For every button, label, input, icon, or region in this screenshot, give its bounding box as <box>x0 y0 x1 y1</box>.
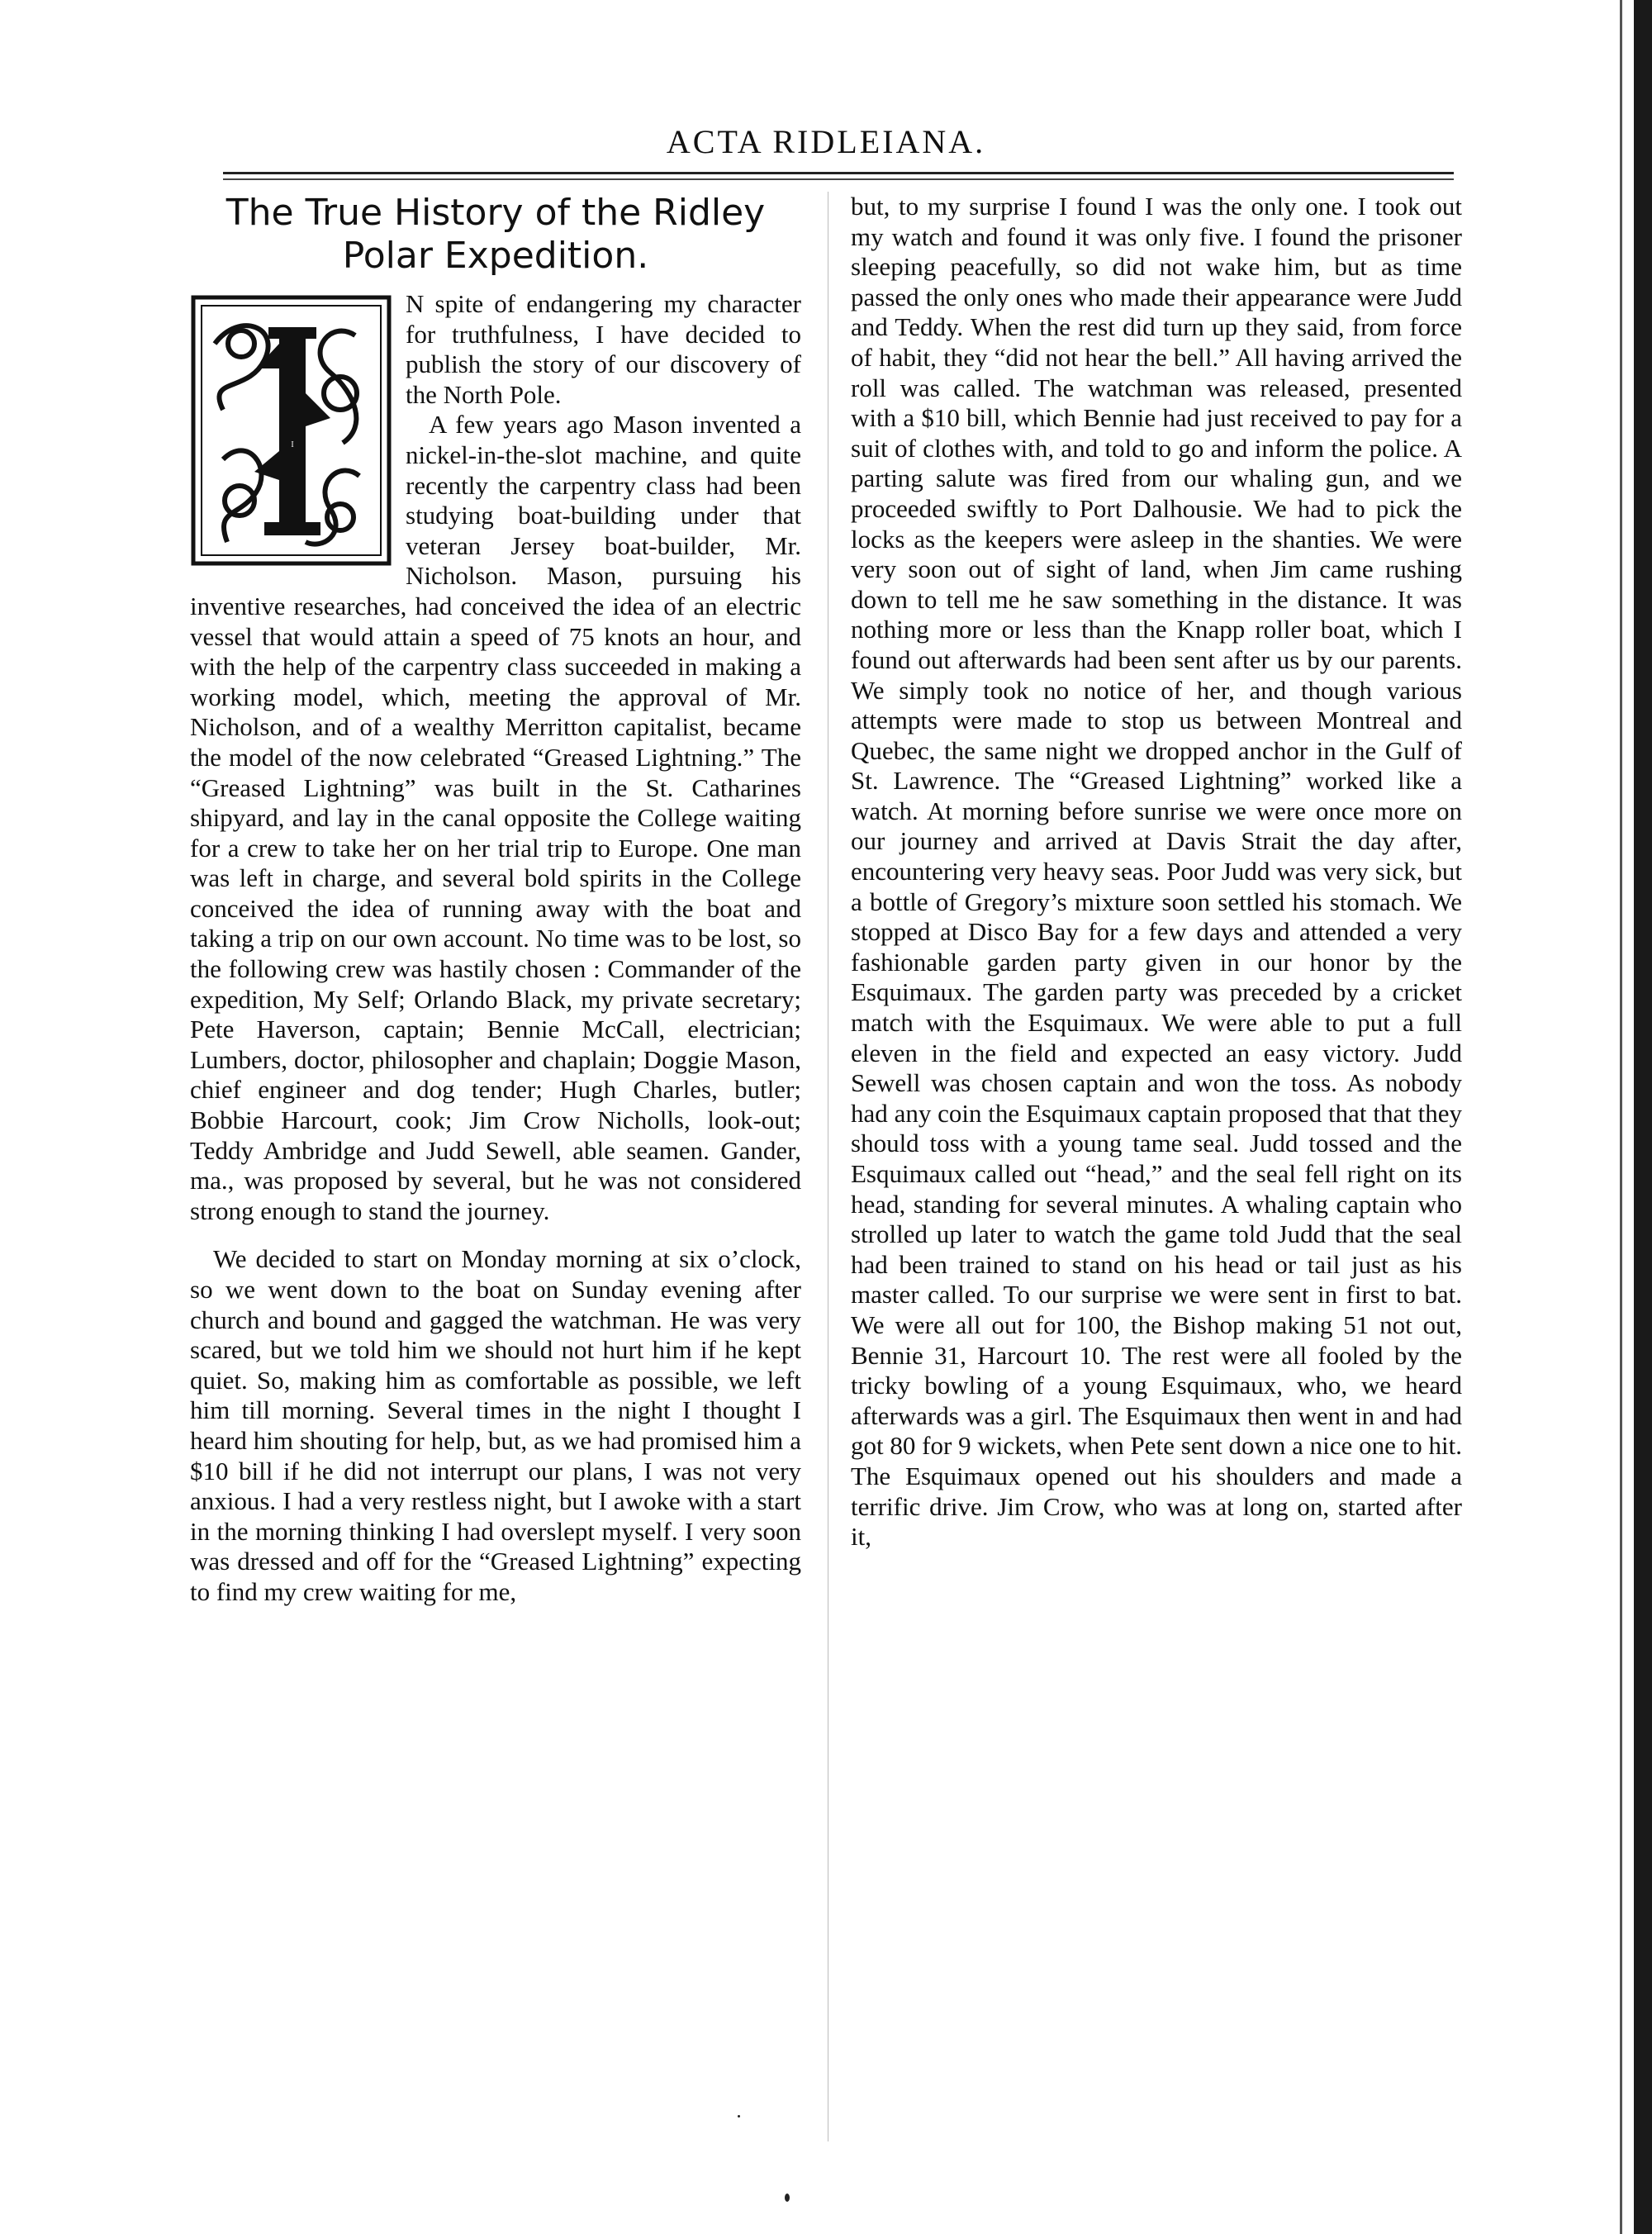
dropcap-ornament-icon <box>190 294 392 567</box>
header-rule-top <box>223 172 1454 174</box>
paragraph-4: but, to my surprise I found I was the only one. I took out my watch and found it was only five. I found the prisoner sleeping peacefully, so did not wake him, but as time passed the only ones who made their appearance were Judd and Teddy. When the rest did turn up they said, from force of habit, they “did not hear the bell.” All having arrived the roll was called. The watchman was released, presented with a $10 bill, which Bennie had just received to pay for a suit of clothes with, and told to go and inform the police. A parting salute was fired from our whaling gun, and we proceeded swiftly to Port Dalhousie. We had to pick the locks as the keepers were asleep in the shanties. We were very soon out of sight of land, when Jim came rushing down to tell me he saw something in the distance. It was nothing more or less than the Knapp roller boat, which I found out afterwards had been sent after us by our parents. We simply took no notice of her, and though various attempts were made to stop us between Montreal and Quebec, the same night we dropped anchor in the Gulf of St. Lawrence. The “Greased Lightning” worked like a watch. At morning before sunrise we were once more on our journey and arrived at Davis Strait the day after, encountering very heavy seas. Poor Judd was very sick, but a bottle of Gregory’s mixture soon settled his stomach. We stopped at Disco Bay for a few days and attended a very fashionable garden party given in our honor by the Esquimaux. The garden party was preceded by a cricket match with the Esquimaux. We were able to put a full eleven in the field and expected an easy victory. Judd Sewell was chosen captain and won the toss. As nobody had any coin the Esquimaux captain proposed that that they should toss with a young tame seal. Judd tossed and the Esquimaux called out “head,” and the seal fell right on its head, standing for several minutes. A whaling captain who strolled up later to watch the game told Judd that the seal had been trained to stand on his head or tail just as his master called. To our surprise we were sent in first to bat. We were all out for 100, the Bishop making 51 not out, Bennie 31, Harcourt 10. The rest were all fooled by the tricky bowling of a young Esquimaux, who, we heard afterwards was a girl. The Esquimaux then went in and had got 80 for 9 wickets, when Pete sent down a nice one to hit. The Esquimaux opened out his shoulders and made a terrific drive. Jim Crow, who was at long on, started after it, <box>851 192 1462 1552</box>
right-column <box>851 192 1462 1552</box>
article-title: The True History of the Ridley Polar Expedition. <box>225 192 766 277</box>
ornamental-dropcap <box>190 294 392 567</box>
paragraph-2: A few years ago Mason invented a nickel-in-the-slot machine, and quite recently the carpentry class had been studying boat-building under that veteran Jersey boat-builder, Mr. Nicholson. Mason, pursuing his inventive researches, had conceived the idea of an electric vessel that would attain a speed of 75 knots an hour, and with the help of the carpentry class succeeded in making a working model, which, meeting the approval of Mr. Nicholson, and of a wealthy Merritton capitalist, became the model of the now celebrated “Greased Lightning.” The “Greased Lightning” was built in the St. Catharines shipyard, and lay in the canal opposite the College waiting for a crew to take her on her trial trip to Europe. One man was left in charge, and several bold spirits in the College conceived the idea of running away with the boat and taking a trip on our own account. No time was to be lost, so the following crew was hastily chosen : Commander of the expedition, My Self; Orlando Black, my private secretary; Pete Haverson, captain; Bennie McCall, electrician; Lumbers, doctor, philosopher and chaplain; Doggie Mason, chief engineer and dog tender; Hugh Charles, butler; Bobbie Harcourt, cook; Jim Crow Nicholls, look-out; Teddy Ambridge and Judd Sewell, able seamen. Gander, ma., was proposed by several, but he was not considered strong enough to stand the journey. <box>190 410 801 1225</box>
paragraph-3: We decided to start on Monday morning at six o’clock, so we went down to the boat on Sunday evening after church and bound and gagged the watchman. He was very scared, but we told him we should not hurt him if he kept quiet. So, making him as comfortable as possible, we left him till morning. Several times in the night I thought I heard him shouting for help, but, as we had promised him a $10 bill if he did not interrupt our plans, I was not very anxious. I had a very restless night, but I awoke with a start in the morning thinking I had overslept myself. I very soon was dressed and off for the “Greased Lightning” expecting to find my crew waiting for me, <box>190 1244 801 1606</box>
page-edge-border <box>1634 0 1652 2234</box>
header-rule-bottom <box>223 178 1454 180</box>
dropcap-letter: I <box>291 440 294 449</box>
left-column <box>190 192 801 1608</box>
page-edge-line <box>1620 0 1622 2234</box>
paragraph-1: N spite of endangering my character for truthfulness, I have decided to publish the story of our discovery of the North Pole. <box>406 289 801 409</box>
running-header: ACTA RIDLEIANA. <box>666 123 986 160</box>
